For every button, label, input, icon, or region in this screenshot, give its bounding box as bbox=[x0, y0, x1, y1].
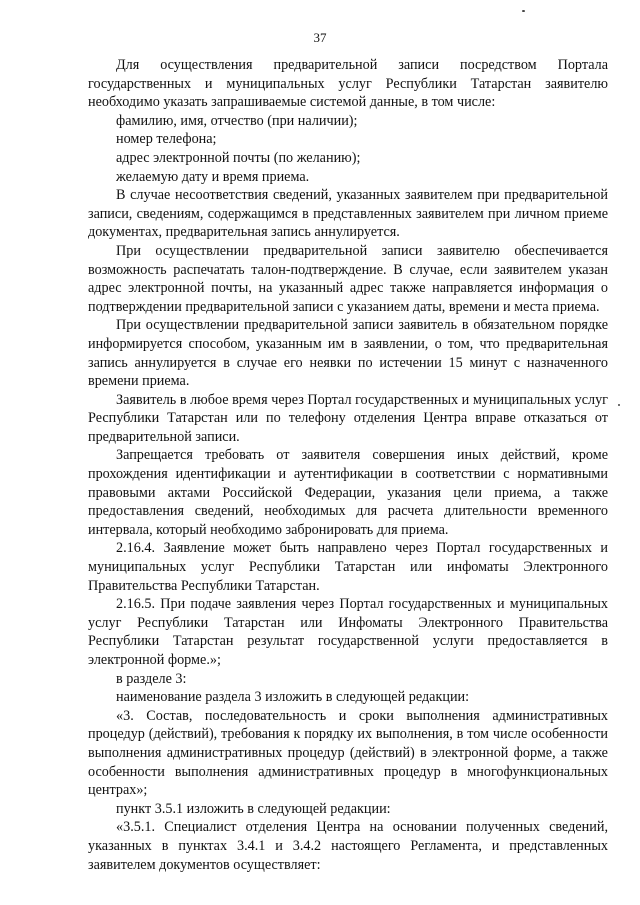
paragraph: Для осуществления предварительной записи посредством Портала государственных и муниципальных услуг Республики Татарстан заявителю необходимо указать запрашиваемые системой данные, в том числе: bbox=[88, 57, 608, 111]
paragraph: 2.16.5. При подаче заявления через Портал государственных и муниципальных услуг Республики Татарстан или Инфоматы Электронного Правительства Республики Татарстан результат государственной услуги предоставляется в электронной форме.»; bbox=[88, 596, 608, 668]
paragraph: В случае несоответствия сведений, указанных заявителем при предварительной записи, сведениям, содержащимся в представленных заявителем при личном приеме документах, предварительная запись аннулируется. bbox=[88, 187, 608, 241]
list-item: желаемую дату и время приема. bbox=[116, 168, 310, 185]
paragraph: пункт 3.5.1 изложить в следующей редакции: bbox=[116, 800, 391, 817]
page-number: 37 bbox=[313, 30, 327, 45]
paragraph: Запрещается требовать от заявителя совершения иных действий, кроме прохождения идентификации и аутентификации в соответствии с нормативными правовыми актами Российской Федерации, указания цели приема, а также предоставления сведений, необходимых для расчета длительности временного интервала, который необходимо забронировать для приема. bbox=[88, 447, 608, 538]
paragraph: в разделе 3: bbox=[116, 670, 187, 687]
paragraph: 2.16.4. Заявление может быть направлено через Портал государственных и муниципальных услуг Республики Татарстан или инфоматы Электронного Правительства Республики Татарстан. bbox=[88, 540, 608, 594]
paragraph: При осуществлении предварительной записи заявителю обеспечивается возможность распечатать талон-подтверждение. В случае, если заявителем указан адрес электронной почты, на указанный адрес также направляется информация о подтверждении предварительной записи с указанием даты, времени и места приема. bbox=[88, 242, 608, 315]
paragraph: наименование раздела 3 изложить в следующей редакции: bbox=[116, 689, 470, 706]
scan-speck bbox=[618, 404, 620, 406]
list-item: номер телефона; bbox=[116, 131, 217, 148]
paragraph: При осуществлении предварительной записи заявитель в обязательном порядке информируется способом, указанным им в заявлении, о том, что предварительная запись аннулируется в случае его неявки по истечении 15 минут с назначенного времени приема. bbox=[88, 317, 608, 390]
paragraph: «3.5.1. Специалист отделения Центра на основании полученных сведений, указанных в пунктах 3.4.1 и 3.4.2 настоящего Регламента, и представленных заявителем документов осуществляет: bbox=[88, 819, 608, 873]
paragraph: Заявитель в любое время через Портал государственных и муниципальных услуг Республики Татарстан или по телефону отделения Центра вправе отказаться от предварительной записи. bbox=[88, 391, 608, 445]
paragraph: «3. Состав, последовательность и сроки выполнения административных процедур (действий), требования к порядку их выполнения, в том числе особенности выполнения административных процедур (действий) в электронной форме, а также особенности выполнения административных процедур в многофункциональных центрах»; bbox=[88, 707, 608, 799]
list-item: адрес электронной почты (по желанию); bbox=[116, 149, 361, 166]
list-item: фамилию, имя, отчество (при наличии); bbox=[116, 112, 358, 129]
document-body bbox=[88, 56, 608, 874]
scan-speck bbox=[522, 10, 525, 12]
